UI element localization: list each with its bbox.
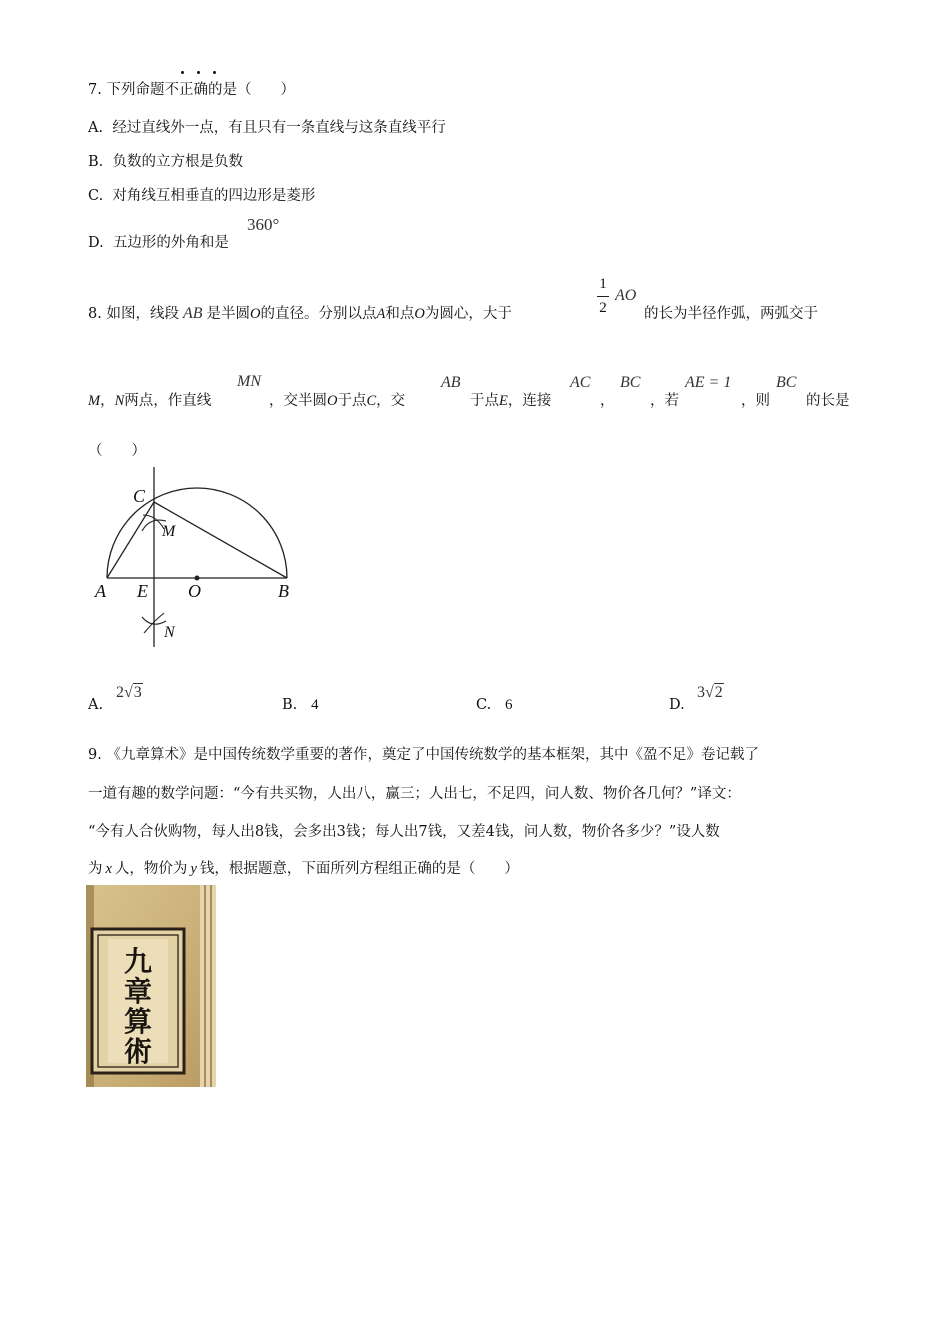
q8-option-d[interactable]: D. xyxy=(669,697,685,713)
q7-stem-before: 下列命题 xyxy=(106,82,165,98)
emphasis-dot xyxy=(197,71,200,74)
q7-option-a[interactable]: A. 经过直线外一点，有且只有一条直线与这条直线平行 xyxy=(88,120,446,136)
q9-line1: 9. 《九章算术》是中国传统数学重要的著作，奠定了中国传统数学的基本框架，其中《盈不足》卷记载了 xyxy=(88,747,759,763)
q8-option-a[interactable]: A. xyxy=(88,697,104,713)
label-c: C xyxy=(133,486,146,506)
q7-stem-after: 的是（ ） xyxy=(207,82,295,98)
q8-answer-paren: （ ） xyxy=(88,443,146,459)
q7-stem xyxy=(88,78,295,99)
q8-ao: AO xyxy=(615,287,637,304)
q7-stem-emphasis: 不正确 xyxy=(164,82,208,98)
book-title-char: 算 xyxy=(123,1005,153,1038)
emphasis-dot xyxy=(213,71,216,74)
q8-if: ，若 xyxy=(650,393,679,409)
label-o: O xyxy=(188,581,201,601)
q7-option-b[interactable]: B. 负数的立方根是负数 xyxy=(88,154,243,170)
segment-cb xyxy=(154,502,287,578)
q8-option-d-value: 3√2 xyxy=(697,684,723,701)
q8-comma: ， xyxy=(600,393,615,409)
q8-ae: AE = 1 xyxy=(685,374,732,391)
label-b: B xyxy=(278,581,289,601)
q8-length-is: 的长是 xyxy=(806,393,850,409)
book-title-char: 術 xyxy=(123,1035,153,1068)
q9-line3: “今有人合伙购物，每人出8钱，会多出3钱；每人出7钱，又差4钱，问人数，物价各多少？”设人数 xyxy=(88,824,720,840)
center-point-o xyxy=(195,576,200,581)
q8-line2-start: M，N两点，作直线 xyxy=(88,393,212,409)
q8-ab: AB xyxy=(441,374,461,391)
q8-line1-end: 的长为半径作弧，两弧交于 xyxy=(644,306,818,322)
fraction-bar xyxy=(597,296,609,297)
q9-line2: 一道有趣的数学问题：“今有共买物，人出八，赢三；人出七，不足四，问人数、物价各几何？”译文： xyxy=(88,786,741,802)
label-m: M xyxy=(162,523,176,540)
fraction-denominator: 2 xyxy=(599,300,607,316)
q8-then: ，则 xyxy=(741,393,770,409)
book-title-char: 章 xyxy=(123,975,153,1008)
q8-bc: BC xyxy=(620,374,641,391)
q7-option-c[interactable]: C. 对角线互相垂直的四边形是菱形 xyxy=(88,188,316,204)
q9-line4: 为 x 人，物价为 y 钱，根据题意，下面所列方程组正确的是（ ） xyxy=(88,861,519,877)
segment-ac xyxy=(107,502,154,578)
q8-option-b[interactable]: B. 4 xyxy=(282,697,319,713)
q7-number: 7. xyxy=(88,82,102,98)
sqrt-symbol: √ xyxy=(705,684,714,701)
emphasis-dot xyxy=(181,71,184,74)
label-e: E xyxy=(137,581,148,601)
q8-line1: 8. 如图，线段 AB 是半圆O的直径。分别以点A和点O为圆心，大于 xyxy=(88,305,512,322)
q7-option-d-math: 360° xyxy=(247,215,280,234)
label-a: A xyxy=(95,581,106,601)
q7-option-d[interactable]: D. 五边形的外角和是 xyxy=(88,235,229,251)
label-n: N xyxy=(164,624,175,641)
semicircle-figure xyxy=(90,465,310,660)
book-title-char: 九 xyxy=(123,945,153,978)
sqrt-symbol: √ xyxy=(124,684,133,701)
q8-mn: MN xyxy=(237,373,261,390)
q8-line2-mid2: 于点E，连接 xyxy=(470,393,552,409)
q8-ac: AC xyxy=(570,374,591,391)
q8-option-c[interactable]: C. 6 xyxy=(476,697,513,713)
q8-option-a-value: 2√3 xyxy=(116,684,142,701)
q8-bc2: BC xyxy=(776,374,797,391)
q8-line2-mid1: ，交半圆O于点C，交 xyxy=(269,393,406,409)
fraction-numerator: 1 xyxy=(599,276,607,292)
jiuzhang-suanshu-book-image xyxy=(86,885,216,1087)
